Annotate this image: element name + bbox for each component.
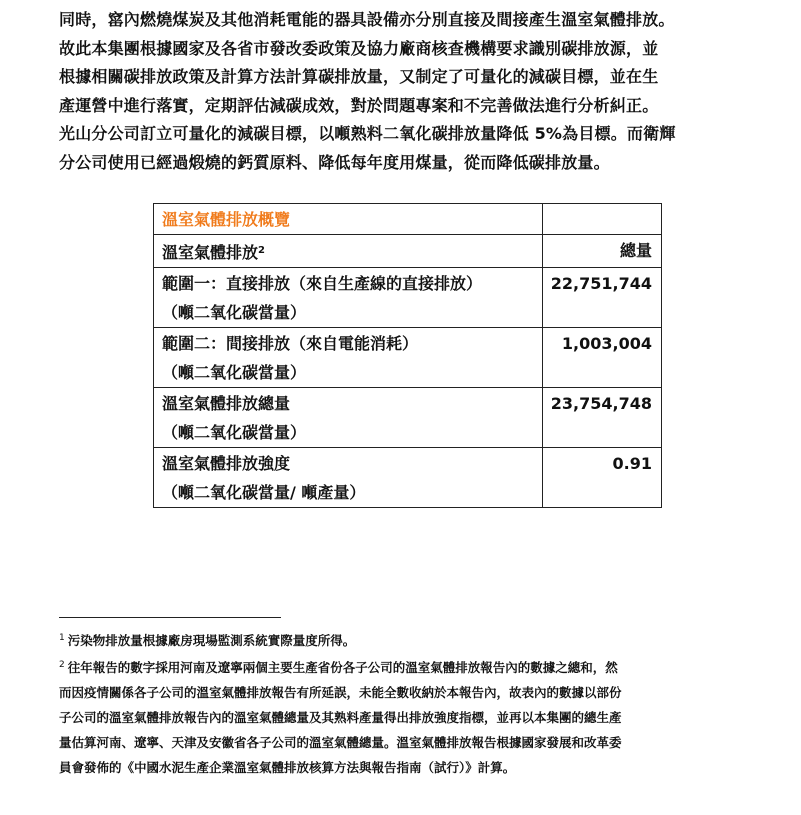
table-row: [154, 268, 662, 328]
table-header-row: [154, 235, 662, 268]
body-paragraph: [59, 6, 789, 177]
table-title-row: [154, 204, 662, 235]
row-label-cell: [154, 448, 543, 508]
row-value: 0.91: [542, 448, 661, 508]
row-label: 溫室氣體排放強度: [162, 454, 291, 473]
footnote-mark: 2: [59, 660, 65, 670]
footnote-line: 而因疫情關係各子公司的溫室氣體排放報告有所延誤，未能全數收納於本報告內，故表內的數據以部份: [59, 685, 622, 700]
table-title-blank: [542, 204, 661, 235]
paragraph-line: 分公司使用已經過煅燒的鈣質原料、降低每年度用煤量，從而降低碳排放量。: [59, 152, 610, 172]
paragraph-line: 故此本集團根據國家及各省市發改委政策及協力廠商核查機構要求識別碳排放源，並: [59, 38, 659, 58]
footnote-line: [59, 626, 794, 653]
row-label: 範圍二：間接排放（來自電能消耗）: [162, 334, 419, 353]
row-value: 23,754,748: [542, 388, 661, 448]
ghg-summary-table: [153, 203, 662, 508]
header-label-cell: [154, 235, 543, 268]
row-unit: （噸二氧化碳當量）: [162, 363, 307, 382]
header-total: 總量: [542, 235, 661, 268]
footnote-text: 污染物排放量根據廠房現場監測系統實際量度所得。: [67, 633, 356, 648]
footnote-line: 子公司的溫室氣體排放報告內的溫室氣體總量及其熟料產量得出排放強度指標，並再以本集團的總生產: [59, 710, 622, 725]
paragraph-line: 光山分公司訂立可量化的減碳目標，以噸熟料二氧化碳排放量降低 5%為目標。而衛輝: [59, 124, 676, 143]
table-row: [154, 388, 662, 448]
footnote-2: [59, 653, 794, 780]
header-label: 溫室氣體排放: [162, 243, 259, 262]
footnote-text: 往年報告的數字採用河南及遼寧兩個主要生產省份各子公司的溫室氣體排放報告內的數據之總和，然: [67, 660, 618, 675]
row-value: 1,003,004: [542, 328, 661, 388]
row-unit: （噸二氧化碳當量）: [162, 423, 307, 442]
row-value: 22,751,744: [542, 268, 661, 328]
table-row: [154, 448, 662, 508]
footnote-ref-2: 2: [258, 245, 265, 256]
footnote-mark: 1: [59, 633, 65, 643]
row-label-cell: [154, 388, 543, 448]
footnote-line: 量估算河南、遼寧、天津及安徽省各子公司的溫室氣體總量。溫室氣體排放報告根據國家發展和改革委: [59, 735, 622, 750]
paragraph-line: 根據相關碳排放政策及計算方法計算碳排放量，又制定了可量化的減碳目標，並在生: [59, 67, 659, 86]
footnote-line: 員會發佈的《中國水泥生產企業溫室氣體排放核算方法與報告指南（試行）》計算。: [59, 760, 516, 775]
table-row: [154, 328, 662, 388]
row-label-cell: [154, 268, 543, 328]
row-label: 範圍一：直接排放（來自生產線的直接排放）: [162, 274, 483, 293]
table-title: 溫室氣體排放概覽: [154, 204, 543, 235]
footnote-divider: [59, 617, 281, 618]
row-label: 溫室氣體排放總量: [162, 394, 291, 413]
row-label-cell: [154, 328, 543, 388]
paragraph-line: 同時，窰內燃燒煤炭及其他消耗電能的器具設備亦分別直接及間接產生溫室氣體排放。: [59, 10, 675, 29]
paragraph-line: 產運營中進行落實，定期評估減碳成效，對於問題專案和不完善做法進行分析糾正。: [59, 95, 659, 115]
row-unit: （噸二氧化碳當量）: [162, 303, 307, 322]
footnote-1: [59, 626, 794, 653]
footnote-line: [59, 653, 794, 680]
row-unit: （噸二氧化碳當量/ 噸產量）: [162, 483, 366, 502]
footnotes: [59, 626, 794, 780]
